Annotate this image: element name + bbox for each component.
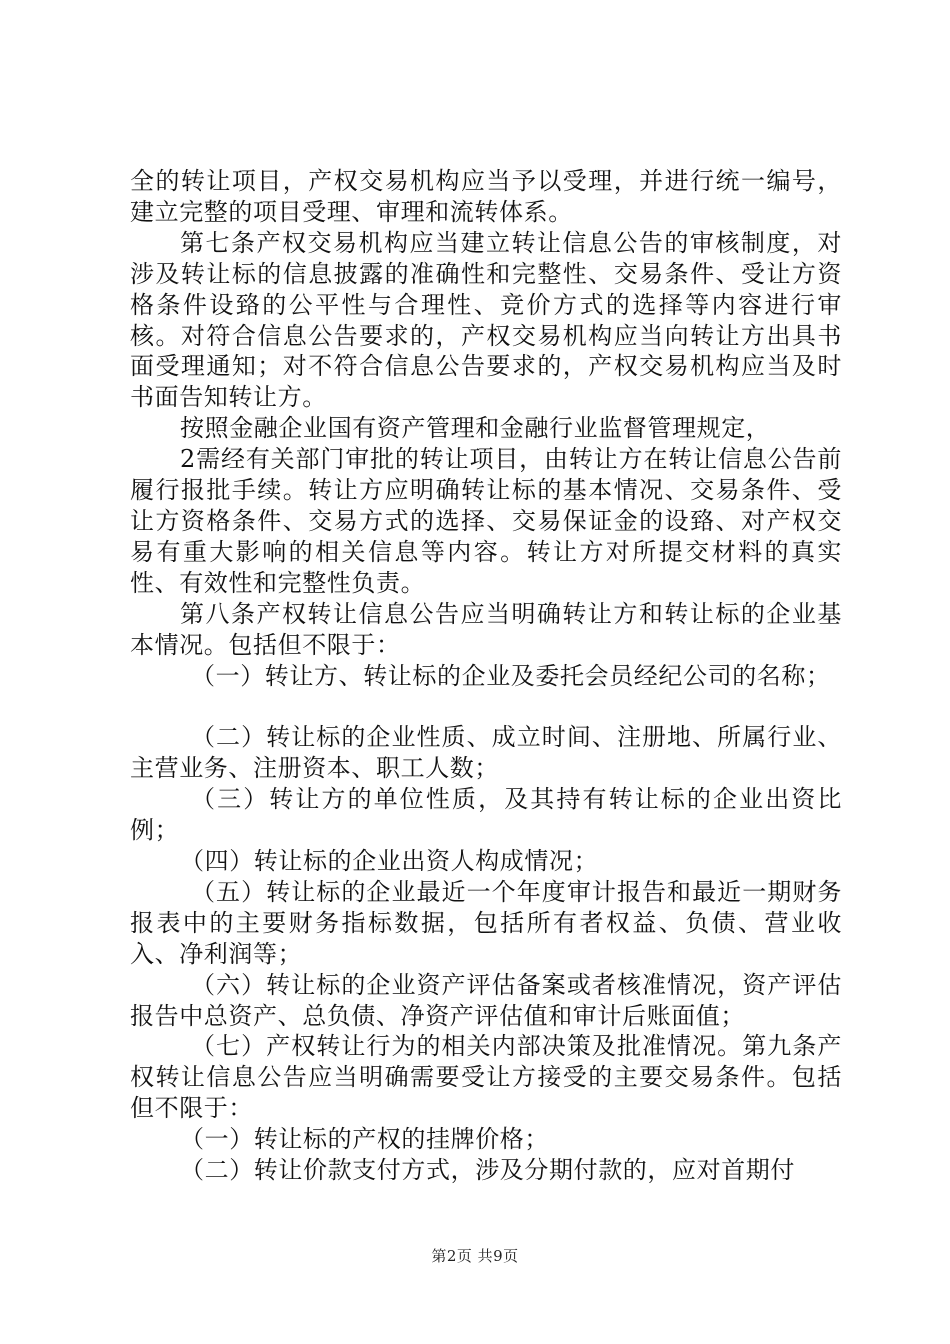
document-body <box>130 166 842 1186</box>
list-item-8-7: （七）产权转让行为的相关内部决策及批准情况。第九条产权转让信息公告应当明确需要受让方接受的主要交易条件。包括但不限于： <box>130 1032 842 1123</box>
list-item-8-6: （六）转让标的企业资产评估备案或者核准情况，资产评估报告中总资产、总负债、净资产评估值和审计后账面值； <box>130 970 842 1030</box>
list-item-8-4: （四）转让标的企业出资人构成情况； <box>180 847 599 876</box>
page-number-footer: 第2页 共9页 <box>431 1247 519 1265</box>
paragraph-approval-items: 2需经有关部门审批的转让项目，由转让方在转让信息公告前履行报批手续。转让方应明确转让标的基本情况、交易条件、受让方资格条件、交易方式的选择、交易保证金的设臵、对产权交易有重大影响的相关信息等内容。转让方对所提交材料的真实性、有效性和完整性负责。 <box>130 445 842 597</box>
list-item-8-1: （一）转让方、转让标的企业及委托会员经纪公司的名称； <box>191 661 831 690</box>
list-item-8-2: （二）转让标的企业性质、成立时间、注册地、所属行业、主营业务、注册资本、职工人数； <box>130 723 842 783</box>
list-item-8-5: （五）转让标的企业最近一个年度审计报告和最近一期财务报表中的主要财务指标数据，包括所有者权益、负债、营业收入、净利润等； <box>130 877 842 968</box>
paragraph-continuation: 全的转让项目，产权交易机构应当予以受理，并进行统一编号，建立完整的项目受理、审理和流转体系。 <box>130 167 842 226</box>
paragraph-article-8: 第八条产权转让信息公告应当明确转让方和转让标的企业基本情况。包括但不限于： <box>130 599 842 659</box>
list-item-8-3: （三）转让方的单位性质，及其持有转让标的企业出资比例； <box>130 785 842 845</box>
list-item-9-2: （二）转让价款支付方式，涉及分期付款的，应对首期付 <box>180 1156 795 1185</box>
paragraph-regulation-note: 按照金融企业国有资产管理和金融行业监督管理规定， <box>180 414 771 443</box>
list-item-9-1: （一）转让标的产权的挂牌价格； <box>180 1125 549 1154</box>
paragraph-article-7: 第七条产权交易机构应当建立转让信息公告的审核制度，对涉及转让标的信息披露的准确性和完整性、交易条件、受让方资格条件设臵的公平性与合理性、竞价方式的选择等内容进行审核。对符合信息公告要求的，产权交易机构应当向转让方出具书面受理通知；对不符合信息公告要求的，产权交易机构应当及时书面告知转让方。 <box>130 228 842 412</box>
